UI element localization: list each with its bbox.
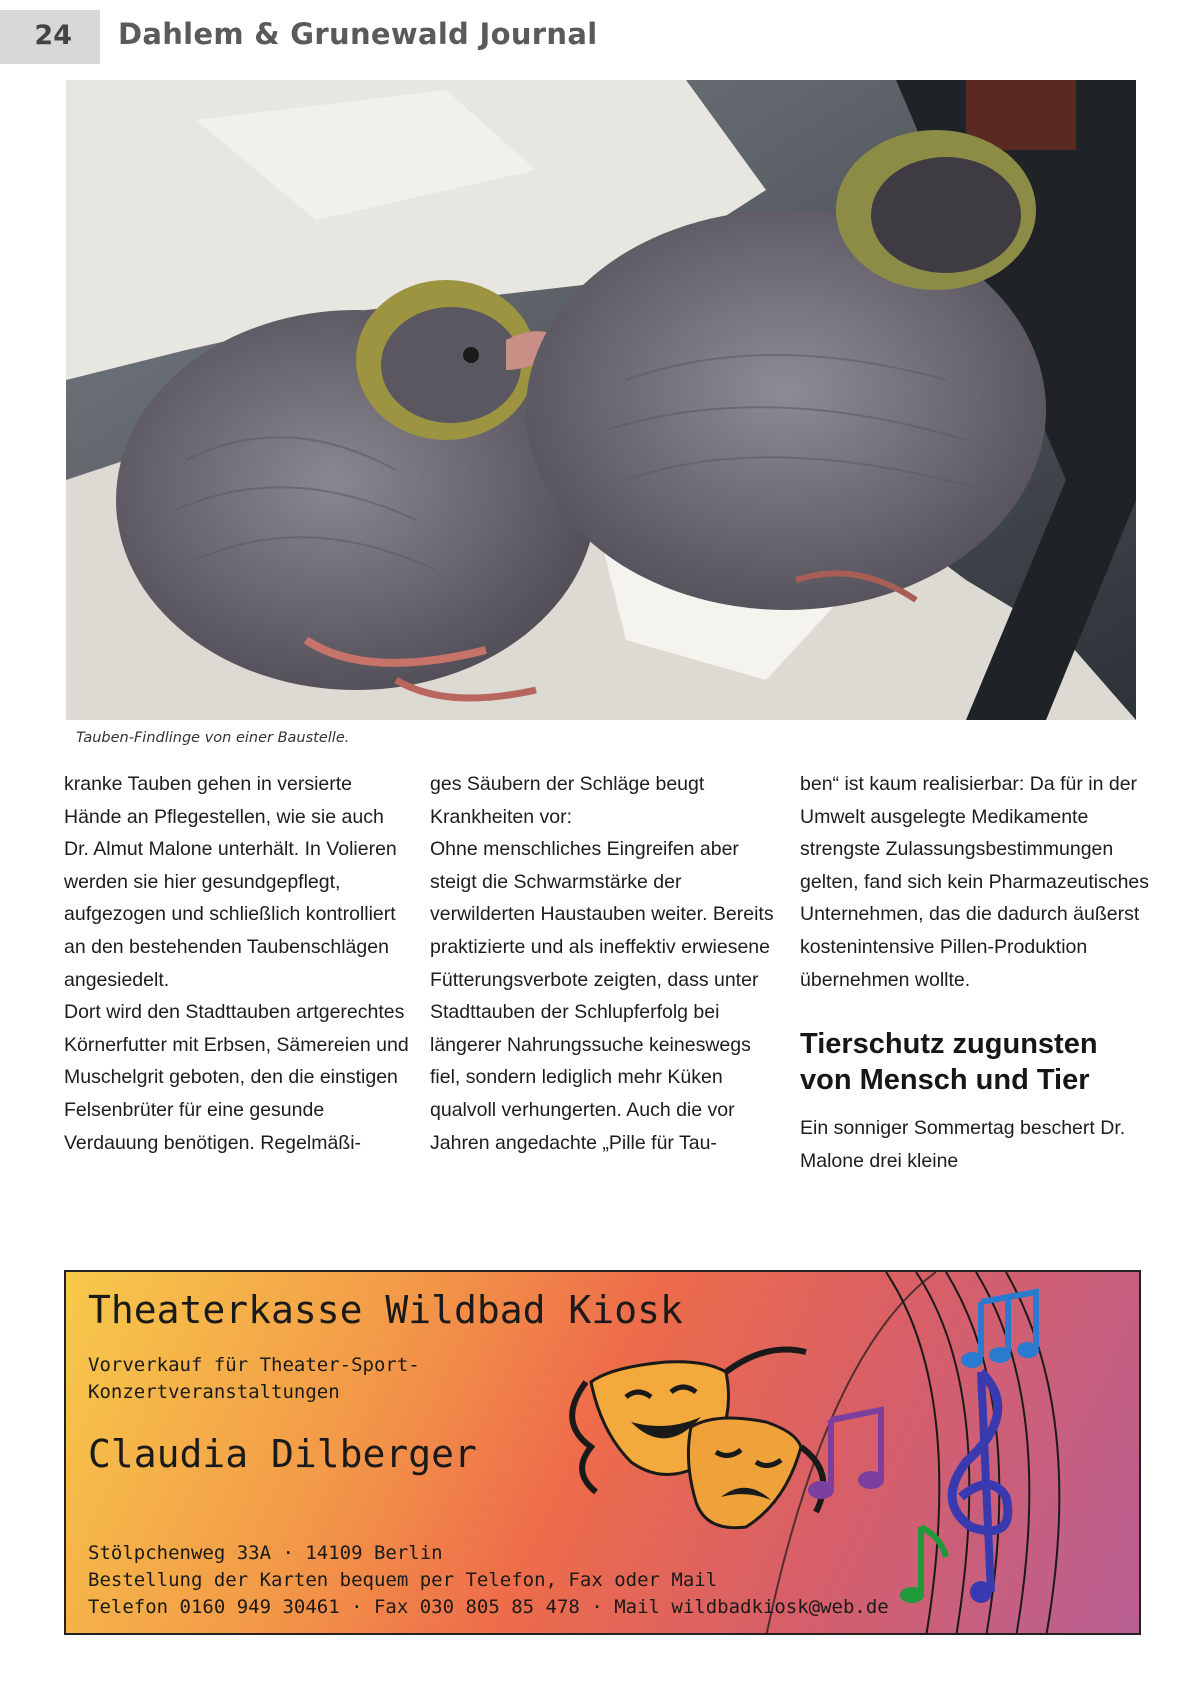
photo-caption: Tauben-Findlinge von einer Baustelle. bbox=[76, 730, 350, 746]
article-column-1 bbox=[64, 768, 410, 1159]
journal-title: Dahlem & Grunewald Journal bbox=[118, 17, 598, 51]
beamed-notes-icon bbox=[961, 1292, 1039, 1368]
article-column-3 bbox=[800, 768, 1150, 1177]
article-column-2 bbox=[430, 768, 776, 1159]
theater-ticket-advertisement bbox=[64, 1270, 1141, 1635]
page-number: 24 bbox=[34, 20, 72, 51]
pigeon-chicks-illustration bbox=[66, 80, 1136, 720]
ad-contact-line: Telefon 0160 949 30461 · Fax 030 805 85 478 · Mail wildbadkiosk@web.de bbox=[88, 1596, 889, 1618]
paragraph: ges Säubern der Schläge beugt Krankheiten vor: Ohne menschliches Eingreifen aber steigt die Schwarmstärke der verwilderten Haustauben weiter. Bereits praktizierte und als ineffektiv erwiesene Fütterungsverbote zeigten, dass unter Stadttauben der Schlupferfolg bei längerer Nahrungssuche keineswegs fiel, sondern lediglich mehr Küken qualvoll verhungerten. Auch die vor Jahren angedachte „Pille für Tau- bbox=[430, 773, 774, 1154]
section-heading: Tierschutz zugunsten von Mensch und Tier bbox=[800, 1028, 1098, 1097]
theater-masks-icon bbox=[572, 1350, 823, 1528]
ad-owner-name: Claudia Dilberger bbox=[88, 1432, 477, 1476]
treble-clef-icon bbox=[952, 1372, 1008, 1603]
ad-subtitle: Vorverkauf für Theater-Sport-Konzertveranstaltungen bbox=[88, 1354, 420, 1403]
ad-title: Theaterkasse Wildbad Kiosk bbox=[88, 1288, 683, 1332]
ad-address: Stölpchenweg 33A · 14109 Berlin bbox=[88, 1542, 443, 1564]
ad-order-info: Bestellung der Karten bequem per Telefon, Fax oder Mail bbox=[88, 1569, 718, 1591]
paragraph: ben“ ist kaum realisierbar: Da für in der Umwelt ausgelegte Medikamente strengste Zulassungsbestimmungen gelten, fand sich kein Pharmazeutisches Unternehmen, das die dadurch äußerst kostenintensive Pillen-Produktion übernehmen wollte. bbox=[800, 773, 1150, 991]
single-note-icon bbox=[900, 1527, 946, 1603]
paragraph: Ein sonniger Sommertag beschert Dr. Malone drei kleine bbox=[800, 1117, 1126, 1172]
page-number-box bbox=[0, 10, 100, 64]
eighth-notes-icon bbox=[808, 1410, 884, 1499]
page-header bbox=[0, 0, 1200, 75]
paragraph: kranke Tauben gehen in versierte Hände an Pflegestellen, wie sie auch Dr. Almut Malone unterhält. In Volieren werden sie hier gesundgepflegt, aufgezogen und schließlich kontrolliert an den bestehenden Taubenschlägen angesiedelt. Dort wird den Stadttauben artgerechtes Körnerfutter mit Erbsen, Sämereien und Muschelgrit geboten, den die einstigen Felsenbrüter für eine gesunde Verdauung benötigen. Regelmäßi- bbox=[64, 773, 409, 1154]
pigeon-photo bbox=[66, 80, 1136, 720]
ad-contact-block bbox=[88, 1540, 889, 1621]
